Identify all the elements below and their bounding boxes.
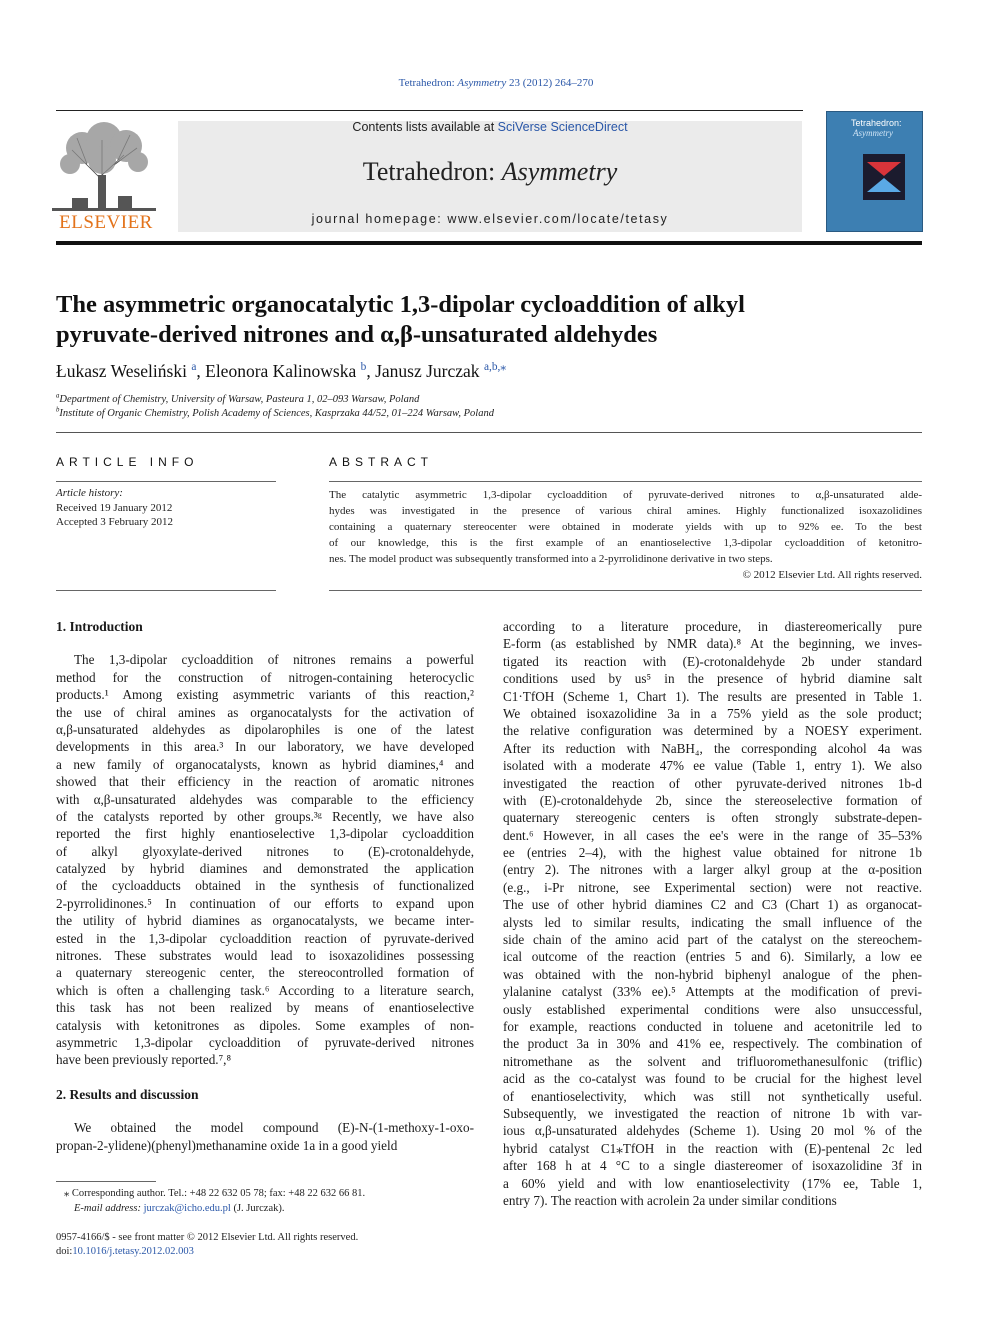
body-text-line: for example, reactions conducted in toluene and acetonitrile led to — [503, 1018, 922, 1034]
body-text-line: according to a literature procedure, in diastereomerically pure — [503, 619, 922, 634]
body-text-line: have been previously reported.⁷,⁸ — [56, 1052, 232, 1068]
body-text-line: catalysis with ketonitrones as dipoles. Some examples of non- — [56, 1017, 474, 1033]
body-text-line: tigated its reaction with (E)-crotonaldehyde 2b under standard — [503, 653, 922, 669]
body-text-line: the product 3a in 30% and 41% ee, respectively. The combination of — [503, 1036, 922, 1052]
body-text-line: the use of chiral amines as organocatalysts for the activation of — [56, 704, 474, 720]
issn-line: 0957-4166/$ - see front matter © 2012 Elsevier Ltd. All rights reserved. — [56, 1232, 359, 1243]
body-text-line: Subsequently, we investigated the reaction of nitrone 1b with var- — [503, 1105, 922, 1121]
sciencedirect-link[interactable]: SciVerse ScienceDirect — [497, 120, 628, 134]
footnote-rule — [56, 1181, 156, 1182]
body-text-line: was obtained with the non-hybrid biphenyl analogue of the phen- — [503, 966, 922, 982]
title-line: The asymmetric organocatalytic 1,3-dipolar cycloaddition of alkyl — [56, 291, 745, 318]
body-text-line: hybrid catalyst C1⁎TfOH in the reaction with (E)-pentenal 2c led — [503, 1140, 922, 1156]
abstract-heading: ABSTRACT — [329, 455, 434, 469]
body-text-line: ested in the 1,3-dipolar cycloaddition reaction of pyruvate-derived — [56, 930, 474, 946]
divider — [56, 432, 922, 433]
abstract-line: of our knowledge, this is the first example of an enantioselective 1,3-dipolar cycloaddition of ketonitro- — [329, 537, 922, 549]
masthead-rule — [56, 241, 922, 245]
results-continued-body — [503, 618, 922, 1209]
body-text-line: conditions used by us⁵ in the presence of hybrid diamine salt — [503, 671, 922, 687]
doi-link[interactable]: 10.1016/j.tetasy.2012.02.003 — [72, 1246, 194, 1257]
publisher-name: ELSEVIER — [59, 212, 153, 233]
body-text-line: ious α,β-unsaturated aldehydes (Scheme 1). Using 20 mol % of the — [503, 1123, 922, 1139]
email-label: E-mail address: — [74, 1203, 144, 1214]
section-heading-introduction: 1. Introduction — [56, 619, 143, 634]
cover-image — [863, 154, 905, 200]
body-text-line: after 168 h at 4 °C to a single diastereomer of isoxazolidine 3f in — [503, 1158, 922, 1174]
email-line — [56, 1201, 476, 1216]
cover-subtitle: Asymmetry — [853, 128, 893, 138]
email-suffix: (J. Jurczak). — [230, 1203, 285, 1214]
body-text-line: method for the construction of nitrogen-containing heterocyclic — [56, 669, 474, 685]
body-text-line: of the catalysts reported by other groups.³ᵍ Recently, we have also — [56, 808, 474, 824]
body-text-line: catalyzed by hybrid diamines and demonstrated the application — [56, 861, 474, 877]
body-text-line: the utility of hybrid diamines as organocatalysts, we became inter- — [56, 913, 474, 929]
body-text-line: of alkyl glyoxylate-derived nitrones to (E)-crotonaldehyde, — [56, 843, 474, 859]
body-text-line: of enantioselectivity, which was still not synthetically useful. — [503, 1088, 922, 1104]
left-column — [56, 618, 474, 1154]
doi-line — [56, 1245, 476, 1259]
body-text-line: quaternary stereogenic centers is often strongly substrate-depen- — [503, 810, 922, 826]
abstract-line: containing a quaternary stereocenter were obtained in moderate yields with up to 92% ee. To the best — [329, 521, 922, 533]
author-name[interactable]: Eleonora Kalinowska — [205, 361, 357, 381]
received-date: Received 19 January 2012 — [56, 501, 173, 514]
abstract-body — [329, 487, 922, 583]
body-text-line: The use of other hybrid diamines C2 and C3 (Chart 1) as organocat- — [503, 897, 922, 913]
body-text-line: products.¹ Among existing asymmetric variants of this reaction,² — [56, 687, 474, 703]
body-text-line: this task has not been realized by means of enantioselective — [56, 1000, 474, 1016]
email-link[interactable]: jurczak@icho.edu.pl — [143, 1203, 231, 1214]
divider — [329, 590, 922, 591]
body-text-line: We obtained the model compound (E)-N-(1-methoxy-1-oxo- — [74, 1120, 474, 1136]
body-text-line: ylalanine catalyst (33% ee).⁵ Attempts at the modification of previ- — [503, 984, 922, 1000]
citation-journal: Tetrahedron: — [398, 77, 458, 89]
citation-journal-italic: Asymmetry — [457, 77, 507, 89]
bottom-info — [56, 1231, 476, 1259]
article-title — [56, 290, 922, 350]
author-affiliation-mark[interactable]: b — [360, 361, 367, 374]
cover-graphic-icon — [863, 154, 905, 200]
divider — [329, 481, 922, 482]
journal-cover-thumbnail[interactable] — [826, 111, 923, 232]
journal-title — [178, 157, 802, 187]
body-text-line: isolated with a moderate 47% ee value (Table 1, entry 1). We also — [503, 758, 922, 774]
affiliation-text: Institute of Organic Chemistry, Polish Academy of Sciences, Kasprzaka 44/52, 01–224 Warsaw, Poland — [59, 408, 494, 419]
body-text-line: ously established experimental conditions were also unsuccessful, — [503, 1001, 922, 1017]
body-text-line: side chain of the amino acid part of the catalyst on the stereochem- — [503, 932, 922, 948]
results-body — [56, 1119, 474, 1154]
title-line: pyruvate-derived nitrones and α,β-unsaturated aldehydes — [56, 321, 658, 348]
body-text-line: E-form (as established by NMR data).⁸ At the beginning, we inves- — [503, 636, 922, 652]
body-text-line: α,β-unsaturated aldehydes as dipolarophiles is one of the latest — [56, 721, 474, 737]
affiliation-mark: a — [56, 392, 60, 400]
abstract-line: nes. The model product was subsequently transformed into a 2-pyrrolidinone derivative in two steps. — [329, 553, 773, 565]
tree-icon — [52, 120, 156, 212]
contents-line — [178, 120, 802, 134]
body-text-line: showed that their efficiency in the reaction of aromatic nitrones — [56, 774, 474, 790]
author-list: Łukasz Weseliński $^a$, Eleonora Kalinowska $^b$, Janusz Jurczak $^{a,b,⁎}$ — [56, 361, 507, 381]
body-text-line: After its reduction with NaBH₄, the corresponding alcohol 4a was — [503, 740, 922, 756]
body-text-line: ical outcome of the reaction (entries 5 and 6). Similarly, a low ee — [503, 949, 922, 965]
body-text-line: We obtained isoxazolidine 3a in a 75% yield as the sole product; — [503, 705, 922, 721]
cover-title: Tetrahedron: — [851, 118, 902, 128]
body-text-line: propan-2-ylidene)(phenyl)methanamine oxide 1a in a good yield — [56, 1137, 398, 1153]
body-text-line: reported the first highly enantioselective 1,3-dipolar cycloaddition — [56, 826, 474, 842]
body-text-line: a new family of organocatalysts, known as hybrid diamines,⁴ and — [56, 756, 474, 772]
body-text-line: nitromethane as the solvent and trifluoromethanesulfonic (triflic) — [503, 1053, 922, 1069]
body-text-line: which is often a challenging task.⁶ According to a literature search, — [56, 982, 474, 998]
abstract-line: The catalytic asymmetric 1,3-dipolar cycloaddition of pyruvate-derived nitrones to α,β-unsaturated alde- — [329, 489, 922, 501]
doi-label: doi: — [56, 1246, 73, 1257]
article-info-heading: ARTICLE INFO — [56, 455, 199, 469]
right-column — [503, 618, 922, 1209]
body-text-line: C1·TfOH (Scheme 1, Chart 1). The results are presented in Table 1. — [503, 688, 922, 704]
body-text-line: dent.⁶ However, in all cases the ee's were in the range of 35–53% — [503, 827, 922, 843]
body-text-line: alysts led to similar results, indicating the small influence of the — [503, 914, 922, 930]
body-text-line: a quaternary stereogenic center, the stereocontrolled formation of — [56, 965, 474, 981]
body-text-line: of the cycloadducts obtained in the synthesis of functionalized — [56, 878, 474, 894]
body-text-line: (e.g., i-Pr nitrone, see Experimental section) were not reactive. — [503, 879, 922, 895]
introduction-body — [56, 651, 474, 1068]
article-history — [56, 486, 276, 530]
body-text-line: nitrones. These substrates would lead to isoxazolidines possessing — [56, 948, 474, 964]
author-affiliation-mark[interactable]: a — [191, 361, 197, 374]
journal-homepage[interactable]: journal homepage: www.elsevier.com/locate/tetasy — [311, 212, 669, 226]
body-text-line: The 1,3-dipolar cycloaddition of nitrones remains a powerful — [74, 652, 474, 668]
abstract-copyright: © 2012 Elsevier Ltd. All rights reserved. — [742, 569, 922, 581]
body-text-line: ee (entries 2–4), with the highest value obtained for nitrone 1b — [503, 845, 922, 861]
body-text-line: investigated the reaction of other pyruvate-derived nitrones 1b-d — [503, 775, 922, 791]
body-text-line: 2-pyrrolidinones.⁵ In continuation of our efforts to expand upon — [56, 895, 474, 911]
section-heading-results: 2. Results and discussion — [56, 1086, 199, 1102]
body-text-line: asymmetric 1,3-dipolar cycloaddition of pyruvate-derived nitrones — [56, 1035, 474, 1050]
affiliation-text: Department of Chemistry, University of Warsaw, Pasteura 1, 02–093 Warsaw, Poland — [59, 394, 420, 405]
body-text-line: with (E)-crotonaldehyde 2b, since the stereoselective formation of — [503, 792, 922, 808]
header-rule — [56, 110, 803, 111]
history-label: Article history: — [56, 487, 123, 499]
journal-citation[interactable] — [0, 77, 992, 89]
citation-rest: 23 (2012) 264–270 — [506, 77, 594, 89]
affiliation — [56, 394, 419, 405]
divider — [56, 481, 276, 482]
corresponding-author-note: ⁎ Corresponding author. Tel.: +48 22 632 05 78; fax: +48 22 632 66 81. — [64, 1188, 366, 1199]
body-text-line: acid as the co-catalyst was found to be crucial for the highest level — [503, 1071, 922, 1087]
footnote — [56, 1186, 476, 1216]
journal-title-plain: Tetrahedron: — [362, 157, 502, 186]
body-text-line: a 60% yield and with low enantioselectivity (17% ee, Table 1, — [503, 1175, 922, 1191]
journal-title-italic: Asymmetry — [501, 157, 618, 186]
abstract-line: hydes was investigated in the presence of various chiral amines. Highly functionalized isoxazolidines — [329, 505, 922, 517]
accepted-date: Accepted 3 February 2012 — [56, 516, 173, 528]
contents-prefix: Contents lists available at — [352, 120, 498, 134]
body-text-line: developments in this area.³ In our laboratory, we have developed — [56, 739, 474, 755]
divider — [56, 590, 276, 591]
author-name[interactable]: Janusz Jurczak — [375, 361, 480, 381]
affiliation-mark: b — [56, 406, 60, 414]
author-affiliation-mark[interactable]: a,b,⁎ — [483, 361, 507, 374]
affiliation — [56, 408, 494, 419]
body-text-line: with α,β-unsaturated aldehydes was comparable to the efficiency — [56, 791, 474, 807]
body-text-line: entry 7). The reaction with acrolein 2a under similar conditions — [503, 1192, 837, 1208]
body-text-line: (entry 2). The nitrones with a larger alkyl group at the α-position — [503, 862, 922, 878]
body-text-line: the relative configuration was determined by a NOESY experiment. — [503, 723, 922, 739]
author-name[interactable]: Łukasz Weseliński — [56, 361, 187, 381]
